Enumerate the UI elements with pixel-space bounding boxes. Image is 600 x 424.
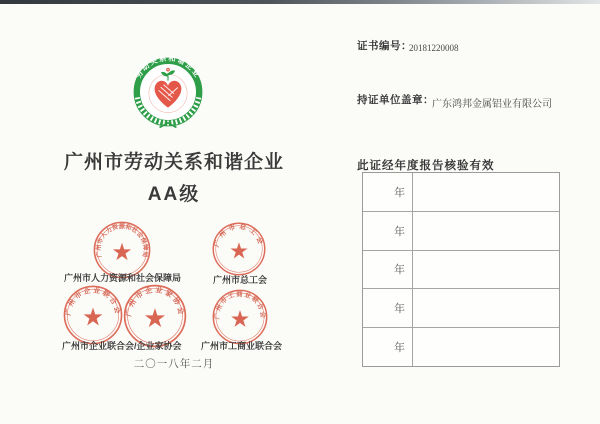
issue-date: 二〇一八年二月 (133, 358, 215, 370)
logo-arc-text: 劳动关系和谐企业 (133, 53, 203, 80)
harmonious-enterprise-logo (129, 53, 207, 131)
year-cell: 年 (363, 212, 413, 250)
logo-emblem-icon (129, 53, 207, 131)
annual-verification-table (362, 172, 560, 367)
seal-label-trade-unions: 广州市总工会 (213, 275, 268, 285)
certificate-grade: AA级 (147, 184, 201, 205)
holder-company-name: 广东鸿邦金属铝业有限公司 (432, 99, 552, 110)
star-icon (84, 308, 103, 326)
star-icon (145, 308, 165, 327)
year-cell: 年 (363, 328, 413, 366)
certificate-title: 广州市劳动关系和谐企业 (63, 152, 284, 173)
scan-edge-strip (0, 0, 600, 4)
table-row (363, 250, 559, 289)
blank-cell (413, 328, 559, 366)
year-cell: 年 (363, 251, 413, 289)
table-row (363, 288, 559, 327)
svg-text:广州市企业联合会: 广州市企业联合会 (65, 287, 121, 317)
star-icon (231, 310, 249, 327)
svg-text:广州市人力资源和社会保障局: 广州市人力资源和社会保障局 (96, 224, 148, 258)
blank-cell (413, 173, 559, 211)
table-row (363, 173, 559, 211)
star-icon (113, 243, 131, 260)
seal-federation-trade-unions (211, 221, 267, 277)
annual-verification-note: 此证经年度报告核验有效 (357, 160, 495, 172)
table-row (363, 211, 559, 250)
seal-industry-commerce-federation (211, 288, 269, 346)
blank-cell (413, 212, 559, 250)
seal-label-enterprise-federation: 广州市企业联合会/企业家协会 (62, 341, 182, 351)
svg-text:广州市企业家协会: 广州市企业家协会 (123, 284, 187, 318)
year-cell: 年 (363, 289, 413, 327)
blank-cell (413, 289, 559, 327)
certificate-number-value: 20181220008 (409, 43, 459, 53)
seal-label-human-resources-bureau: 广州市人力资源和社会保障局 (64, 273, 182, 283)
seal-label-industry-commerce: 广州市工商业联合会 (201, 341, 283, 351)
certificate-number-label: 证书编号： (357, 40, 412, 52)
svg-text:广州市工商业联合会: 广州市工商业联合会 (213, 291, 267, 320)
svg-text:广州市总工会: 广州市总工会 (213, 223, 265, 249)
holder-stamp-label: 持证单位盖章： (357, 94, 434, 106)
table-row (363, 327, 559, 366)
star-icon (230, 242, 247, 258)
seal-enterprise-federation (62, 284, 124, 346)
blank-cell (413, 251, 559, 289)
year-cell: 年 (363, 173, 413, 211)
